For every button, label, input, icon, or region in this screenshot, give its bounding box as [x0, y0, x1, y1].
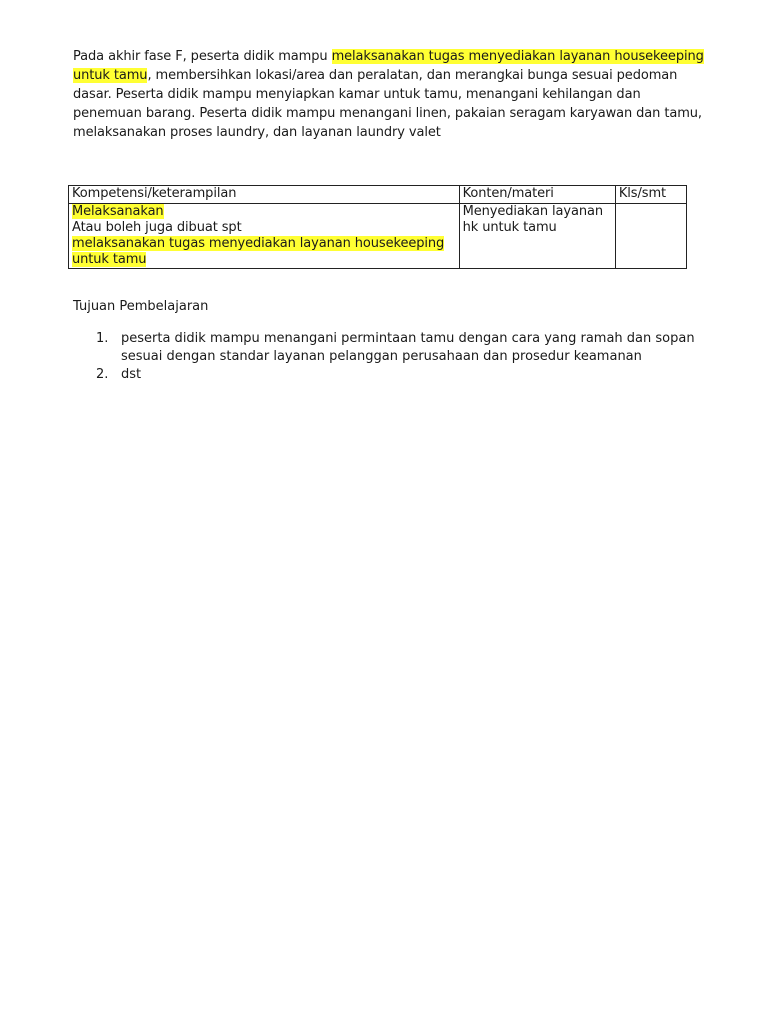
list-item-number: 1. — [96, 331, 109, 346]
competency-line2: Atau boleh juga dibuat spt — [72, 220, 242, 235]
intro-highlight: melaksanakan tugas menyediakan layanan housekeeping untuk tamu — [73, 49, 704, 83]
list-item-text: dst — [121, 367, 142, 382]
intro-text-start: Pada akhir fase F, peserta didik mampu — [73, 49, 332, 64]
header-content: Konten/materi — [459, 186, 615, 204]
section-title: Tujuan Pembelajaran — [73, 299, 209, 314]
header-grade: Kls/smt — [615, 186, 686, 204]
goals-list — [96, 330, 716, 384]
competency-line1: Melaksanakan — [72, 204, 164, 219]
cell-content: Menyediakan layanan hk untuk tamu — [459, 204, 615, 269]
cell-grade — [615, 204, 686, 269]
header-competency: Kompetensi/keterampilan — [69, 186, 460, 204]
competency-line3: melaksanakan tugas menyediakan layanan housekeeping untuk tamu — [72, 236, 445, 267]
intro-text-rest: , membersihkan lokasi/area dan peralatan, dan merangkai bunga sesuai pedoman dasar. Peserta didik mampu menyiapkan kamar untuk tamu, menangani kehilangan dan penemuan barang. Peserta didik mampu menangani linen, pakaian seragam karyawan dan tamu, melaksanakan proses laundry, dan layanan laundry valet — [73, 68, 702, 140]
table-header-row — [69, 186, 687, 204]
list-item — [96, 330, 716, 366]
table-row — [69, 204, 687, 269]
intro-paragraph — [73, 47, 713, 142]
list-item-number: 2. — [96, 367, 109, 382]
cell-competency — [69, 204, 460, 269]
list-item — [96, 366, 716, 384]
competency-table — [68, 185, 687, 269]
list-item-text: peserta didik mampu menangani permintaan tamu dengan cara yang ramah dan sopan sesuai dengan standar layanan pelanggan perusahaan dan prosedur keamanan — [121, 331, 695, 364]
